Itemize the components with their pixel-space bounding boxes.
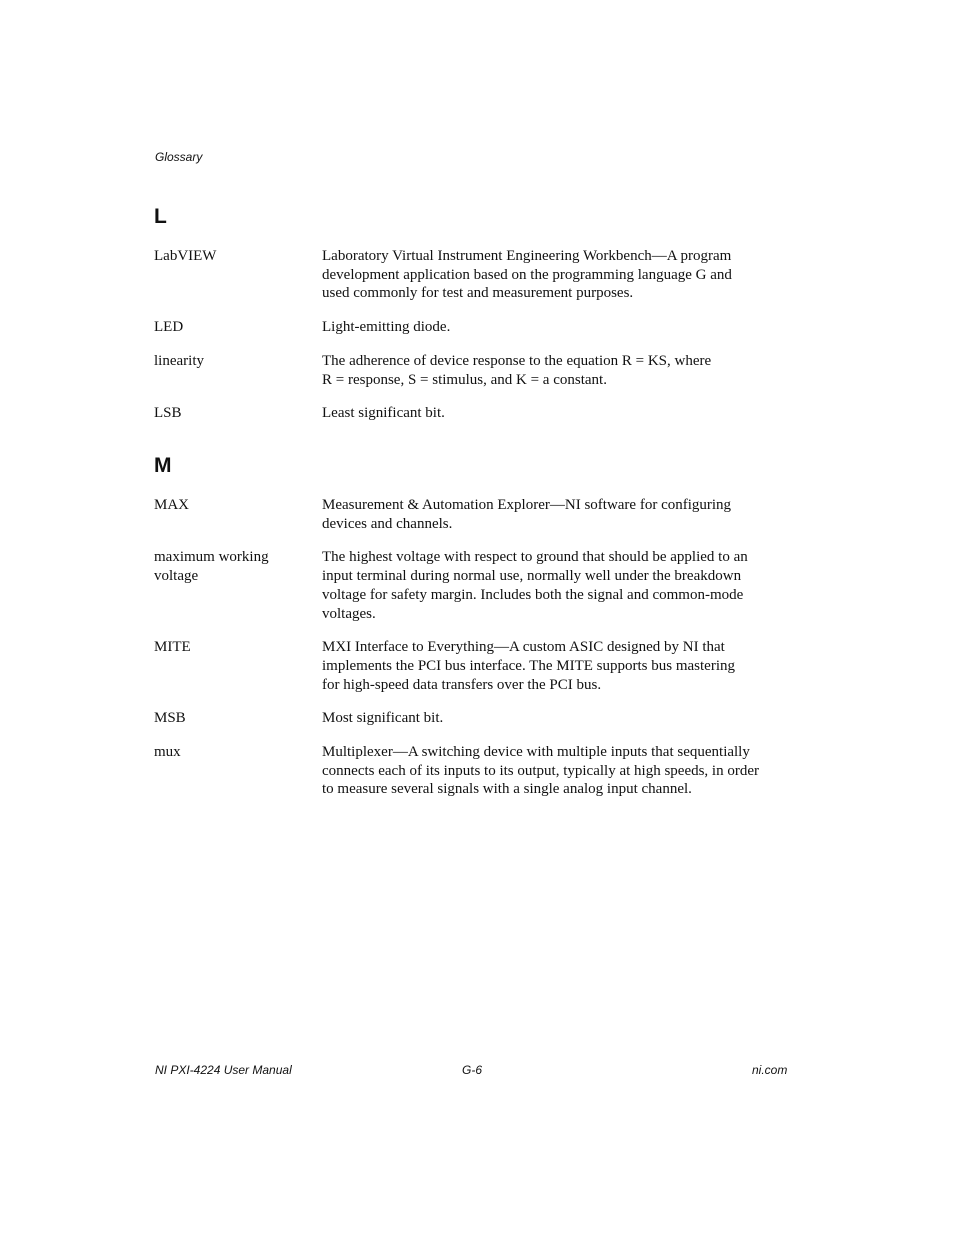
running-head: Glossary xyxy=(155,150,203,164)
glossary-definition xyxy=(322,247,782,303)
term-line: mux xyxy=(154,744,181,761)
glossary-definition xyxy=(322,404,782,423)
definition-line: input terminal during normal use, normally well under the breakdown xyxy=(322,568,742,585)
glossary-term xyxy=(154,638,322,694)
term-line: LED xyxy=(154,319,184,336)
term-line: MSB xyxy=(154,710,186,727)
definition-line: The highest voltage with respect to ground that should be applied to an xyxy=(322,549,748,566)
glossary-entry xyxy=(154,247,794,303)
footer-website: ni.com xyxy=(752,1063,788,1077)
glossary-term xyxy=(154,404,322,423)
footer-manual-title: NI PXI-4224 User Manual xyxy=(155,1063,292,1077)
glossary-entry xyxy=(154,548,794,623)
glossary-definition xyxy=(322,496,782,533)
glossary-entry xyxy=(154,352,794,389)
definition-line: R = response, S = stimulus, and K = a constant. xyxy=(322,371,607,388)
term-line: LabVIEW xyxy=(154,248,217,264)
definition-line: for high-speed data transfers over the PCI bus. xyxy=(322,676,602,693)
glossary-definition xyxy=(322,638,782,694)
glossary-term xyxy=(154,709,322,728)
glossary-term xyxy=(154,352,322,389)
glossary-term xyxy=(154,318,322,337)
glossary-section-l xyxy=(154,205,794,438)
definition-line: used commonly for test and measurement purposes. xyxy=(322,285,634,302)
glossary-entry xyxy=(154,318,794,337)
definition-line: Laboratory Virtual Instrument Engineering Workbench—A program xyxy=(322,248,732,264)
definition-line: Multiplexer—A switching device with multiple inputs that sequentially xyxy=(322,744,750,761)
glossary-definition xyxy=(322,743,782,799)
definition-line: MXI Interface to Everything—A custom ASIC designed by NI that xyxy=(322,639,725,656)
definition-line: development application based on the programming language G and xyxy=(322,266,732,283)
section-letter: L xyxy=(154,205,167,228)
term-line: linearity xyxy=(154,352,204,369)
definition-line: Light-emitting diode. xyxy=(322,319,451,336)
glossary-term xyxy=(154,743,322,799)
definition-line: The adherence of device response to the equation R = KS, where xyxy=(322,352,712,369)
glossary-definition xyxy=(322,318,782,337)
term-line: maximum working xyxy=(154,549,269,566)
definition-line: voltages. xyxy=(322,605,376,622)
term-line: voltage xyxy=(154,568,199,585)
glossary-entry xyxy=(154,743,794,799)
definition-line: devices and channels. xyxy=(322,515,453,532)
glossary-definition xyxy=(322,352,782,389)
glossary-entry xyxy=(154,709,794,728)
definition-line: voltage for safety margin. Includes both the signal and common-mode xyxy=(322,586,744,603)
glossary-term xyxy=(154,548,322,623)
glossary-term xyxy=(154,247,322,303)
glossary-section-m xyxy=(154,454,794,814)
definition-line: implements the PCI bus interface. The MITE supports bus mastering xyxy=(322,657,735,674)
term-line: LSB xyxy=(154,405,182,422)
definition-line: to measure several signals with a single analog input channel. xyxy=(322,781,692,798)
definition-line: Measurement & Automation Explorer—NI software for configuring xyxy=(322,497,732,513)
section-letter: M xyxy=(154,454,172,477)
definition-line: Most significant bit. xyxy=(322,710,444,727)
glossary-term xyxy=(154,496,322,533)
definition-line: connects each of its inputs to its output, typically at high speeds, in order xyxy=(322,762,759,779)
glossary-definition xyxy=(322,709,782,728)
definition-line: Least significant bit. xyxy=(322,405,445,422)
term-line: MITE xyxy=(154,639,191,656)
footer-page-number: G-6 xyxy=(462,1063,483,1077)
glossary-entry xyxy=(154,404,794,423)
glossary-entry xyxy=(154,638,794,694)
term-line: MAX xyxy=(154,497,190,513)
glossary-definition xyxy=(322,548,782,623)
glossary-entry xyxy=(154,496,794,533)
